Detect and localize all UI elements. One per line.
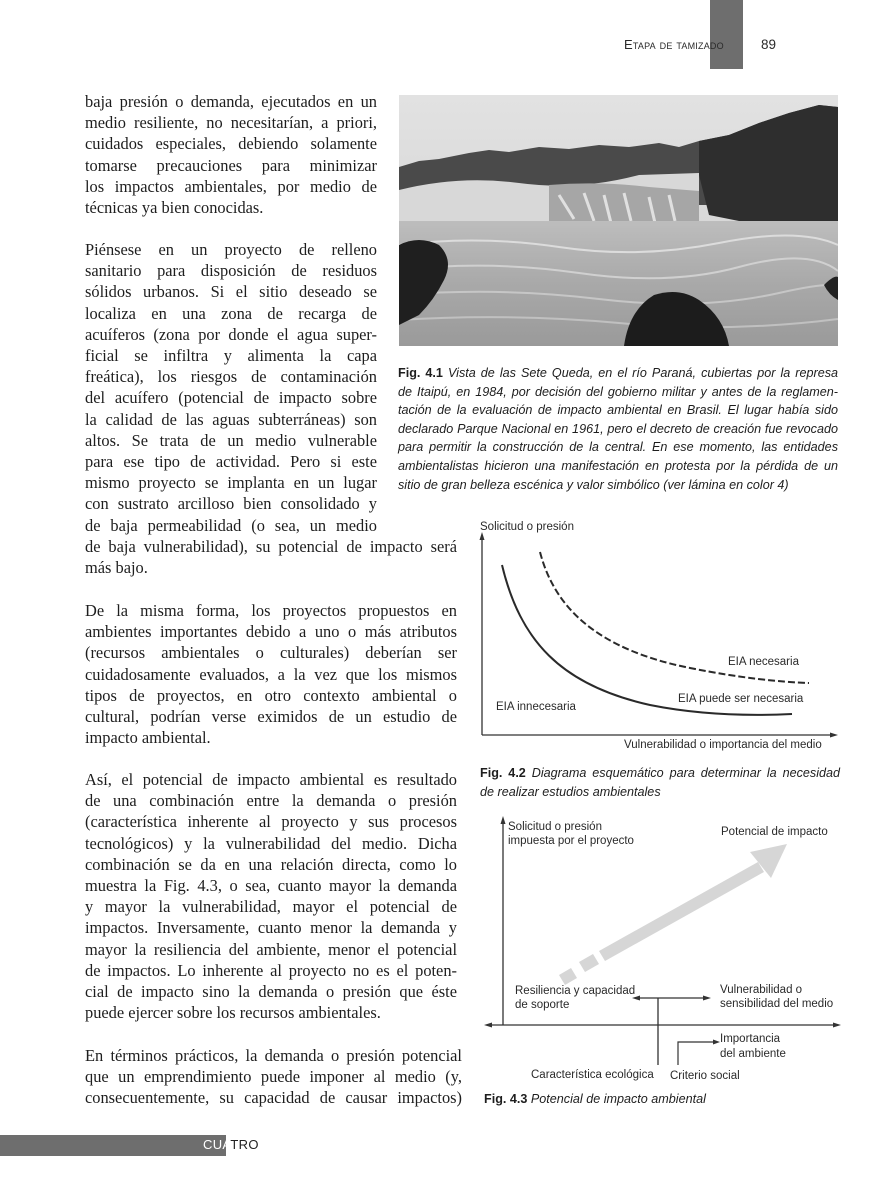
caption-text: Vista de las Sete Queda, en el río Paraná, cubiertas por la represa xyxy=(447,366,838,380)
fig42-x-axis-label: Vulnerabilidad o importancia del medio xyxy=(624,739,822,751)
text-line: ambientes importantes debido a uno o más atributos xyxy=(85,622,457,642)
text-line: de una combinación entre la demanda o presión xyxy=(85,791,457,811)
fig43-ecological-label: Característica ecológica xyxy=(531,1069,654,1081)
text-line: puede ejercer sobre los recursos ambientales. xyxy=(85,1003,381,1023)
caption-text: Potencial de impacto ambiental xyxy=(530,1092,706,1106)
text-line: para ese tipo de actividad. Pero si este xyxy=(85,452,377,472)
figure-label: Fig. 4.3 xyxy=(484,1092,528,1106)
footer-chapter-bar xyxy=(0,1135,226,1156)
figure-label: Fig. 4.2 xyxy=(480,766,526,780)
caption-text: de Itaipú, en 1984, por decisión del gobierno militar y antes de la reglamen- xyxy=(398,384,838,399)
caption-line xyxy=(398,420,838,439)
caption-line xyxy=(398,364,838,383)
fig43-right-label-line1: Vulnerabilidad o xyxy=(720,984,803,996)
caption-line xyxy=(480,783,840,802)
text-line: del acuífero (potencial de impacto sobre xyxy=(85,388,377,408)
waterfall-photo-illustration xyxy=(399,95,838,346)
paragraph-1 xyxy=(85,91,377,218)
text-line: sanitario para disposición de residuos xyxy=(85,261,377,281)
fig43-importance-label-line1: Importancia xyxy=(720,1033,781,1045)
caption-text: declarado Parque Nacional en 1961, pero el decreto de creación fue revocado xyxy=(398,421,838,436)
fig43-y-axis-label-line2: impuesta por el proyecto xyxy=(508,835,634,847)
text-line: con sustrato arcilloso bien consolidado y xyxy=(85,494,377,514)
caption-text: sitio de gran belleza escénica y valor simbólico (ver lámina en color 4) xyxy=(398,477,789,492)
paragraph-4 xyxy=(85,769,457,1023)
fig42-label-eia-puede-ser-necesaria: EIA puede ser necesaria xyxy=(678,693,804,705)
text-line: De la misma forma, los proyectos propuestos en xyxy=(85,601,457,620)
figure-label: Fig. 4.1 xyxy=(398,366,443,380)
caption-line xyxy=(398,457,838,476)
text-line: los impactos ambientales, por medio de xyxy=(85,176,377,196)
paragraph-5 xyxy=(85,1045,462,1109)
y-axis-arrowhead-icon xyxy=(501,816,506,824)
text-line: (característica inherente al proyecto y sus procesos xyxy=(85,812,457,832)
text-line: Piénsese en un proyecto de relleno xyxy=(85,240,377,259)
running-title: Etapa de tamizado xyxy=(624,37,724,52)
text-line: acuíferos (zona por donde el agua super- xyxy=(85,324,377,344)
figure-4-3-caption xyxy=(484,1090,844,1109)
figure-4-2-svg xyxy=(470,510,850,750)
x-axis-arrowhead-icon xyxy=(830,733,838,738)
text-line: que un emprendimiento puede imponer al medio (y, xyxy=(85,1067,462,1087)
fig43-left-label-line1: Resiliencia y capacidad xyxy=(515,985,636,997)
caption-line xyxy=(398,401,838,420)
figure-4-3-svg xyxy=(475,810,850,1080)
text-line: (recursos ambientales o culturales) deberían ser xyxy=(85,643,457,663)
text-line: tecnológicos) y la vulnerabilidad del medio. Dicha xyxy=(85,833,457,853)
caption-line xyxy=(398,383,838,402)
caption-line xyxy=(398,476,838,495)
figure-4-1-photo xyxy=(399,95,838,346)
caption-text: ambientalistas hicieron una manifestación en protesta por la pérdida de un xyxy=(398,458,838,473)
text-line: y mayor la vulnerabilidad, mayor el potencial de xyxy=(85,897,457,917)
text-line: altos. Se trata de un medio vulnerable xyxy=(85,430,377,450)
x-axis-left-arrowhead-icon xyxy=(484,1023,492,1028)
text-line: la calidad de las aguas subterráneas) son xyxy=(85,409,377,429)
fig43-y-axis-label-line1: Solicitud o presión xyxy=(508,821,602,833)
text-line: sólidos urbanos. Si el sitio deseado se xyxy=(85,282,377,302)
text-line: baja presión o demanda, ejecutados en un xyxy=(85,92,377,111)
text-line: de baja permeabilidad (o sea, un medio xyxy=(85,515,377,535)
social-criterion-line xyxy=(678,1042,715,1065)
text-line: medio resiliente, no necesitarían, a priori, xyxy=(85,113,377,133)
text-line: cial de impacto sino la demanda o presión que éste xyxy=(85,982,457,1002)
text-line: freática), los riesgos de contaminación xyxy=(85,367,377,387)
text-line: tipos de proyectos, en otro contexto ambiental o xyxy=(85,685,457,705)
text-line: de baja vulnerabilidad), su potencial de impacto será xyxy=(85,536,457,556)
x-axis-right-arrowhead-icon xyxy=(833,1023,841,1028)
text-line: localiza en una zona de recarga de xyxy=(85,303,377,323)
footer-chapter-label xyxy=(203,1137,259,1152)
text-line: más bajo. xyxy=(85,558,148,578)
paragraph-3 xyxy=(85,600,457,748)
caption-text: para permitir la construcción de la central. En ese momento, las entidades xyxy=(398,440,838,455)
figure-4-1-caption xyxy=(398,364,838,494)
fig43-right-label-line2: sensibilidad del medio xyxy=(720,998,834,1010)
text-line: En términos prácticos, la demanda o presión potencial xyxy=(85,1046,462,1065)
text-line: cultural, podrían verse eximidos de un estudio de xyxy=(85,707,457,727)
text-line: de impactos. Lo inherente al proyecto no es el poten- xyxy=(85,960,457,980)
fig43-arrow-label: Potencial de impacto xyxy=(721,826,828,838)
caption-text: tación de la evaluación de impacto ambiental en Brasil. El lugar había sido xyxy=(398,403,838,418)
page-number: 89 xyxy=(761,37,777,52)
text-line: mayor la resiliencia del ambiente, menor el potencial xyxy=(85,939,457,959)
caption-text: de realizar estudios ambientales xyxy=(480,784,661,799)
text-line: combinación se da en una relación directa, como lo xyxy=(85,854,457,874)
text-line: mismo proyecto se implanta en un lugar xyxy=(85,473,377,493)
fig42-label-eia-necesaria: EIA necesaria xyxy=(728,656,799,668)
right-arrowhead-icon xyxy=(703,996,711,1001)
text-line: impacto ambiental. xyxy=(85,728,211,748)
footer-chapter-label-rest: TRO xyxy=(230,1137,259,1152)
caption-line xyxy=(398,438,838,457)
fig43-left-label-line2: de soporte xyxy=(515,999,570,1011)
impact-potential-arrow-icon xyxy=(559,844,787,985)
footer-chapter-label-highlighted: CUA xyxy=(203,1137,231,1152)
fig43-importance-label-line2: del ambiente xyxy=(720,1048,786,1060)
text-line: tomarse precauciones para minimizar xyxy=(85,155,377,175)
text-line: Así, el potencial de impacto ambiental es resultado xyxy=(85,770,457,789)
text-line: muestra la Fig. 4.3, o sea, cuanto mayor la demanda xyxy=(85,876,457,896)
fig42-label-eia-innecesaria: EIA innecesaria xyxy=(496,701,576,713)
social-arrowhead-icon xyxy=(713,1040,720,1045)
text-line: técnicas ya bien conocidas. xyxy=(85,198,264,218)
fig43-social-label: Criterio social xyxy=(670,1070,740,1082)
caption-line xyxy=(484,1090,844,1109)
text-line: ficial se infiltra y alimenta la capa xyxy=(85,346,377,366)
text-line: impactos. Inversamente, cuanto menor la demanda y xyxy=(85,918,457,938)
text-line: cuidadosamente evaluados, a la vez que los mismos xyxy=(85,664,457,684)
fig42-y-axis-label: Solicitud o presión xyxy=(480,521,574,533)
caption-line xyxy=(480,764,840,783)
text-line: consecuentemente, su capacidad de causar impactos) xyxy=(85,1088,462,1108)
text-line: cuidados especiales, debiendo solamente xyxy=(85,134,377,154)
header-tab-marker xyxy=(710,0,743,69)
figure-4-2-caption xyxy=(480,764,840,801)
caption-text: Diagrama esquemático para determinar la necesidad xyxy=(531,766,841,780)
